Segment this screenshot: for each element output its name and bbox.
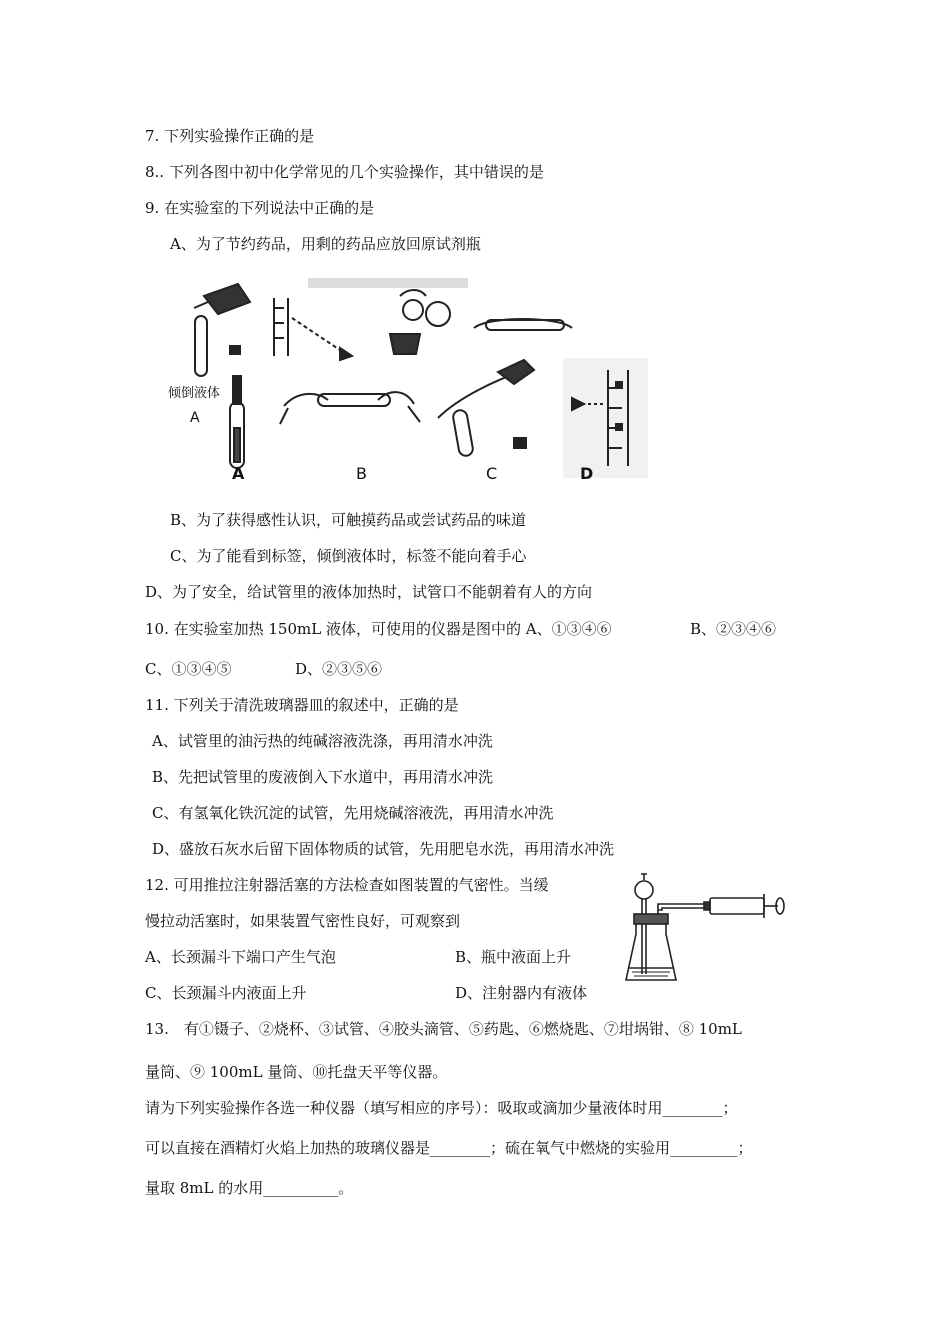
figure-label-top-a: A [190,410,200,426]
question-11-option-c: C、有氢氧化铁沉淀的试管，先用烧碱溶液洗，再用清水冲洗 [152,804,554,822]
question-12-line-2: 慢拉动活塞时，如果装置气密性良好，可观察到 [145,912,461,930]
answer-blank-measure[interactable]: __________。 [263,1179,354,1197]
question-13-prompt-heating: 可以直接在酒精灯火焰上加热的玻璃仪器是 [145,1139,431,1157]
question-12-option-a: A、长颈漏斗下端口产生气泡 [145,948,336,966]
question-13-prompt-dropper: 请为下列实验操作各选一种仪器（填写相应的序号）：吸取或滴加少量液体时用 [145,1099,663,1117]
question-13-prompt-measure: 量取 8mL 的水用 [145,1179,264,1197]
question-13-line-5 [145,1178,353,1198]
answer-blank-heating[interactable]: ________； [430,1139,506,1157]
figure-caption-pour-liquid: 倾倒液体 [168,386,221,401]
figure-label-a: A [232,464,245,483]
question-9-option-c: C、为了能看到标签，倾倒液体时，标签不能向着手心 [170,547,527,565]
question-10-option-c: C、①③④⑤ [145,660,232,678]
question-12-line-1: 12. 可用推拉注射器活塞的方法检查如图装置的气密性。当缓 [145,876,549,894]
figure-label-d: D [580,464,594,483]
answer-blank-dropper[interactable]: ________； [662,1099,738,1117]
question-7: 7. 下列实验操作正确的是 [145,127,315,145]
question-13-line-3 [145,1098,738,1118]
question-9: 9. 在实验室的下列说法中正确的是 [145,199,375,217]
lab-operations-drawing [168,278,648,490]
question-10: 10. 在实验室加热 150mL 液体，可使用的仪器是图中的 A、①③④⑥ [145,620,612,638]
question-11: 11. 下列关于清洗玻璃器皿的叙述中，正确的是 [145,696,459,714]
question-9-option-d: D、为了安全，给试管里的液体加热时，试管口不能朝着有人的方向 [145,583,593,601]
question-10-option-b: B、②③④⑥ [690,620,777,638]
question-9-option-a: A、为了节约药品，用剩的药品应放回原试剂瓶 [170,235,481,253]
question-13-line-2: 量筒、⑨ 100mL 量筒、⑩托盘天平等仪器。 [145,1063,448,1081]
question-12-option-c: C、长颈漏斗内液面上升 [145,984,307,1002]
question-12-option-b: B、瓶中液面上升 [455,948,572,966]
question-12-option-d: D、注射器内有液体 [455,984,588,1002]
question-13-prompt-sulfur: 硫在氧气中燃烧的实验用 [505,1139,671,1157]
question-11-option-b: B、先把试管里的废液倒入下水道中，再用清水冲洗 [152,768,494,786]
question-11-option-d: D、盛放石灰水后留下固体物质的试管，先用肥皂水洗，再用清水冲洗 [152,840,615,858]
question-8: 8.. 下列各图中初中化学常见的几个实验操作，其中错误的是 [145,163,544,181]
airtightness-apparatus-figure [622,870,787,992]
question-11-option-a: A、试管里的油污热的纯碱溶液洗涤，再用清水冲洗 [152,732,493,750]
question-13-line-1: 13. 有①镊子、②烧杯、③试管、④胶头滴管、⑤药匙、⑥燃烧匙、⑦坩埚钳、⑧ 10mL [145,1020,742,1038]
question-13-line-4 [145,1138,753,1158]
figure-label-c: C [486,464,498,483]
lab-operations-figure [168,278,648,490]
question-10-option-d: D、②③⑤⑥ [295,660,383,678]
figure-label-b: B [356,464,367,483]
flask-syringe-drawing [622,870,787,992]
answer-blank-sulfur[interactable]: _________； [670,1139,753,1157]
question-9-option-b: B、为了获得感性认识，可触摸药品或尝试药品的味道 [170,511,527,529]
